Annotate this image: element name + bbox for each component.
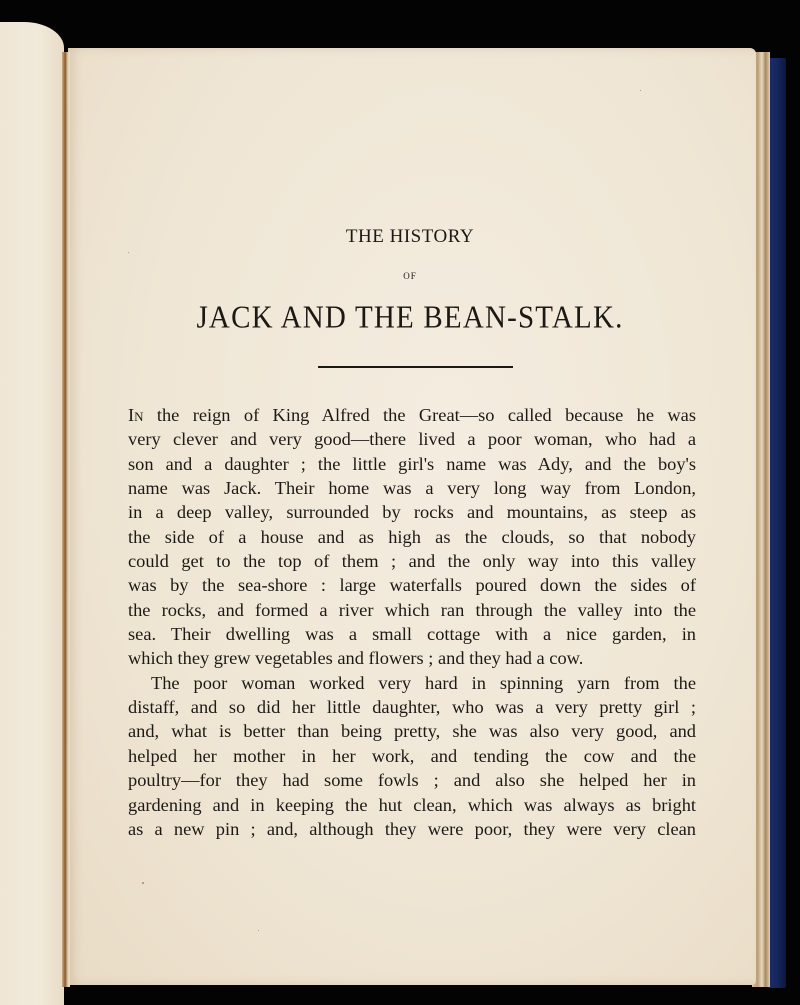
page-title: JACK AND THE BEAN-STALK. [196,300,624,336]
text-line: sea. Their dwelling was a small cottage with a nice garden, in [128,624,696,645]
body-text [128,403,696,841]
text-line: the side of a house and as high as the clouds, so that nobody [128,526,696,547]
drop-word: In [128,405,144,425]
text-line: son and a daughter ; the little girl's name was Ady, and the boy's [128,453,696,474]
text-line: in a deep valley, surrounded by rocks and mountains, as steep as [128,502,696,523]
paper-speck [128,252,129,253]
heading-of: OF [403,271,417,281]
paper-speck [640,90,641,91]
text-line: very clever and very good—there lived a poor woman, who had a [128,429,696,450]
left-page-edge [0,22,64,1005]
text-line: helped her mother in her work, and tending the cow and the [128,745,696,766]
book-cover-edge [768,58,786,988]
text-line: poultry—for they had some fowls ; and also she helped her in [128,770,696,791]
text-line: and, what is better than being pretty, she was also very good, and [128,721,696,742]
text-line: distaff, and so did her little daughter, who was a very pretty girl ; [128,697,696,718]
text-line: could get to the top of them ; and the only way into this valley [128,551,696,572]
text-line: as a new pin ; and, although they were poor, they were very clean [128,818,696,839]
paper-speck [258,930,259,931]
text-line: the rocks, and formed a river which ran through the valley into the [128,599,696,620]
text-line: name was Jack. Their home was a very long way from London, [128,478,696,499]
text-line: In the reign of King Alfred the Great—so called because he was [128,405,696,425]
paper-speck [142,882,144,884]
book-gutter [62,52,70,987]
heading-the-history: THE HISTORY [345,226,475,247]
text-line: The poor woman worked very hard in spinning yarn from the [151,672,696,693]
text-line: which they grew vegetables and flowers ; and they had a cow. [128,648,584,669]
title-rule-divider [318,366,513,368]
text-line: gardening and in keeping the hut clean, which was always as bright [128,794,696,815]
text-line: was by the sea-shore : large waterfalls poured down the sides of [128,575,696,596]
